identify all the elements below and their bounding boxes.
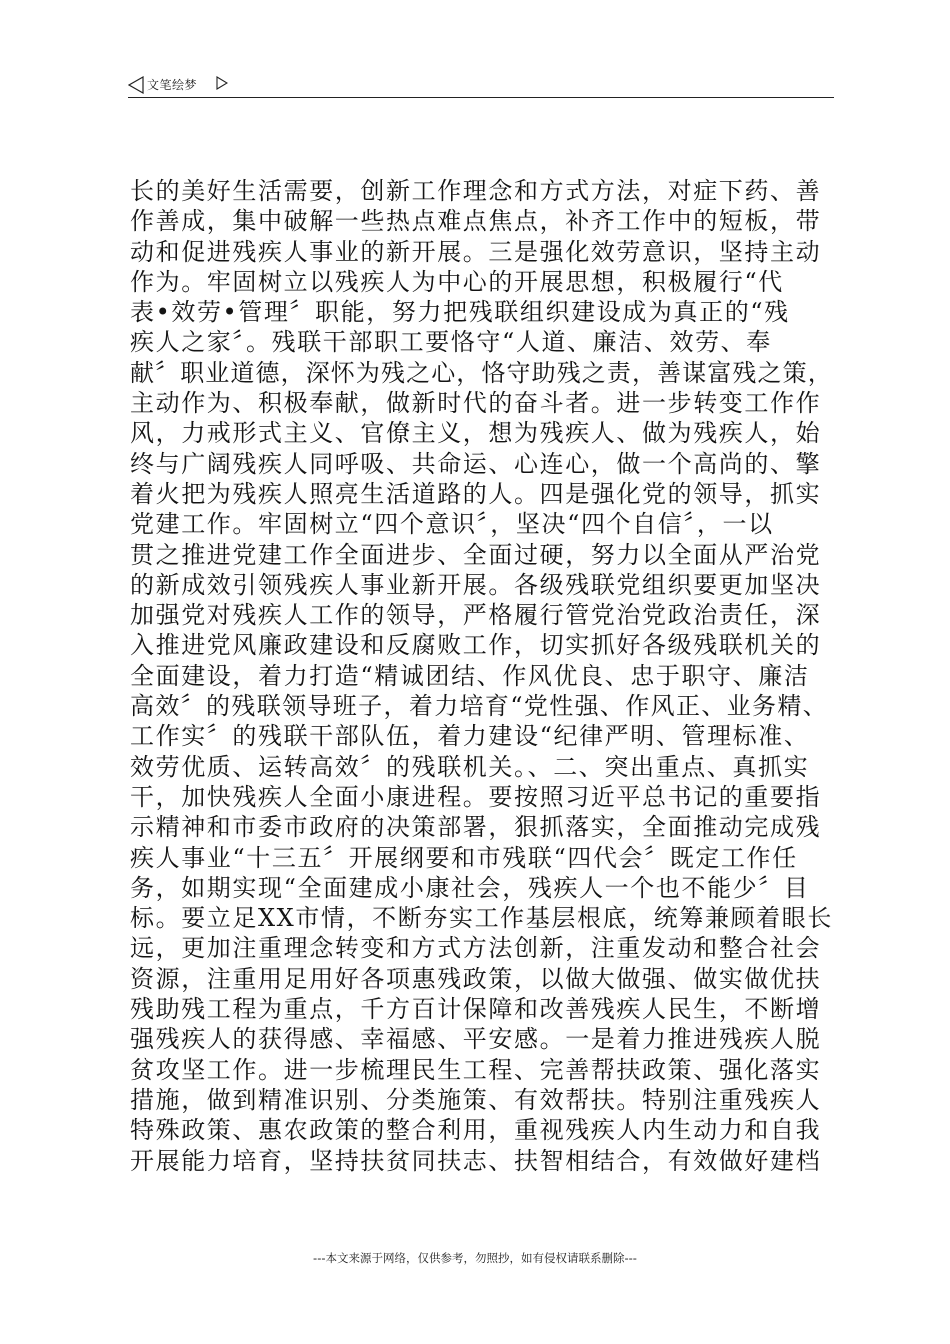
text-line: 开展能力培育，坚持扶贫同扶志、扶智相结合，有效做好建档 [130, 1146, 822, 1175]
document-body [130, 176, 834, 1176]
text-line: 效劳优质、运转高效〞的残联机关。、二、突出重点、真抓实 [130, 752, 810, 781]
text-line: 终与广阔残疾人同呼吸、共命运、心连心，做一个高尚的、擎 [130, 449, 822, 478]
text-line: 贯之推进党建工作全面进步、全面过硬，努力以全面从严治党 [130, 540, 822, 569]
text-line: 献〞职业道德，深怀为残之心，恪守助残之责，善谋富残之策， [130, 358, 833, 387]
text-line: 疾人事业“十三五〞开展纲要和市残联“四代会〞既定工作任 [130, 843, 798, 872]
text-line: 工作实〞的残联干部队伍，着力建设“纪律严明、管理标准、 [130, 722, 810, 751]
text-line: 高效〞的残联领导班子，着力培育“党性强、作风正、业务精、 [130, 692, 829, 721]
text-line: 残助残工程为重点，千方百计保障和改善残疾人民生，不断增 [130, 995, 822, 1024]
text-line: 强残疾人的获得感、幸福感、平安感。一是着力推进残疾人脱 [130, 1025, 822, 1054]
text-line: 全面建设，着力打造“精诚团结、作风优良、忠于职守、廉洁 [130, 661, 810, 690]
text-line: 加强党对残疾人工作的领导，严格履行管党治党政治责任，深 [130, 601, 822, 630]
text-line: 入推进党风廉政建设和反腐败工作，切实抓好各级残联机关的 [130, 631, 822, 660]
footer-notice: ---本文来源于网络，仅供参考，勿照抄，如有侵权请联系删除--- [313, 1251, 637, 1265]
text-line: 动和促进残疾人事业的新开展。三是强化效劳意识，坚持主动 [130, 237, 822, 266]
triangle-left-icon [128, 76, 144, 94]
triangle-right-icon [216, 76, 228, 90]
text-line: 风，力戒形式主义、官僚主义，想为残疾人、做为残疾人，始 [130, 419, 822, 448]
text-line: 党建工作。牢固树立“四个意识〞，坚决“四个自信〞，一以 [130, 510, 774, 539]
text-line: 主动作为、积极奉献，做新时代的奋斗者。进一步转变工作作 [130, 389, 822, 418]
text-line: 表•效劳•管理〞职能，努力把残联组织建设成为真正的“残 [130, 298, 790, 327]
text-line: 着火把为残疾人照亮生活道路的人。四是强化党的领导，抓实 [130, 479, 822, 508]
text-line: 示精神和市委市政府的决策部署，狠抓落实，全面推动完成残 [130, 813, 822, 842]
text-line: 作为。牢固树立以残疾人为中心的开展思想，积极履行“代 [130, 267, 784, 296]
header-brand: 文笔绘梦 [147, 78, 198, 92]
text-line: 长的美好生活需要，创新工作理念和方式方法，对症下药、善 [130, 177, 822, 205]
text-line: 标。要立足XX市情，不断夯实工作基层根底，统筹兼顾着眼长 [130, 904, 833, 933]
text-line: 特殊政策、惠农政策的整合利用，重视残疾人内生动力和自我 [130, 1116, 822, 1145]
text-line: 远，更加注重理念转变和方式方法创新，注重发动和整合社会 [130, 934, 822, 963]
text-line: 干，加快残疾人全面小康进程。要按照习近平总书记的重要指 [130, 782, 822, 811]
text-line: 资源，注重用足用好各项惠残政策，以做大做强、做实做优扶 [130, 964, 822, 993]
page-header [128, 74, 834, 98]
text-line: 贫攻坚工作。进一步梳理民生工程、完善帮扶政策、强化落实 [130, 1055, 822, 1084]
text-line: 作善成，集中破解一些热点难点焦点，补齐工作中的短板，带 [130, 207, 822, 236]
header-divider [128, 97, 834, 98]
text-line: 疾人之家〞。残联干部职工要恪守“人道、廉洁、效劳、奉 [130, 328, 772, 357]
text-line: 务，如期实现“全面建成小康社会，残疾人一个也不能少〞目 [130, 873, 810, 902]
text-line: 措施，做到精准识别、分类施策、有效帮扶。特别注重残疾人 [130, 1085, 822, 1114]
text-line: 的新成效引领残疾人事业新开展。各级残联党组织要更加坚决 [130, 570, 822, 599]
